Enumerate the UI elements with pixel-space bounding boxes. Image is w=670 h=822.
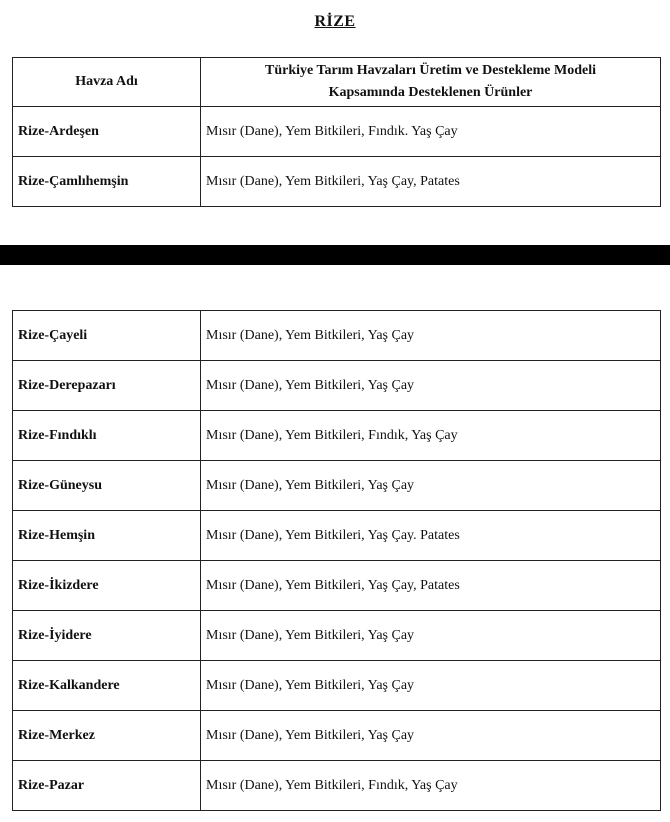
havza-name: Rize-Pazar: [13, 761, 201, 811]
havza-name: Rize-Merkez: [13, 711, 201, 761]
urunler-cell: Mısır (Dane), Yem Bitkileri, Yaş Çay: [201, 361, 661, 411]
table-row: [13, 411, 661, 461]
havza-name: Rize-Derepazarı: [13, 361, 201, 411]
table-row: [13, 711, 661, 761]
urunler-cell: Mısır (Dane), Yem Bitkileri, Yaş Çay: [201, 461, 661, 511]
table-row: [13, 511, 661, 561]
havza-name: Rize-Çamlıhemşin: [13, 157, 201, 207]
urunler-cell: Mısır (Dane), Yem Bitkileri, Yaş Çay. Patates: [201, 511, 661, 561]
urunler-cell: Mısır (Dane), Yem Bitkileri, Yaş Çay: [201, 311, 661, 361]
header-line-1: Türkiye Tarım Havzaları Üretim ve Destekleme Modeli: [264, 63, 596, 78]
table-row: [13, 157, 661, 207]
havza-name: Rize-Ardeşen: [13, 107, 201, 157]
table-row: [13, 311, 661, 361]
header-desteklenen-urunler: [201, 58, 661, 107]
table-header-row: [13, 58, 661, 107]
havza-table-1: [12, 57, 661, 207]
havza-table-2: [12, 310, 661, 811]
page-break-bar: [0, 245, 670, 265]
document-title: RİZE: [314, 13, 356, 30]
havza-name: Rize-Fındıklı: [13, 411, 201, 461]
urunler-cell: Mısır (Dane), Yem Bitkileri, Yaş Çay, Patates: [201, 561, 661, 611]
urunler-cell: Mısır (Dane), Yem Bitkileri, Yaş Çay: [201, 661, 661, 711]
table-row: [13, 461, 661, 511]
urunler-cell: Mısır (Dane), Yem Bitkileri, Yaş Çay: [201, 711, 661, 761]
urunler-cell: Mısır (Dane), Yem Bitkileri, Fındık, Yaş Çay: [201, 411, 661, 461]
table-row: [13, 361, 661, 411]
table-row: [13, 661, 661, 711]
havza-name: Rize-Güneysu: [13, 461, 201, 511]
havza-name: Rize-Çayeli: [13, 311, 201, 361]
urunler-cell: Mısır (Dane), Yem Bitkileri, Fındık, Yaş Çay: [201, 761, 661, 811]
table-row: [13, 761, 661, 811]
havza-name: Rize-Hemşin: [13, 511, 201, 561]
header-line-2: Kapsamında Desteklenen Ürünler: [328, 85, 533, 100]
urunler-cell: Mısır (Dane), Yem Bitkileri, Yaş Çay: [201, 611, 661, 661]
havza-name: Rize-Kalkandere: [13, 661, 201, 711]
header-havza-adi: Havza Adı: [13, 58, 201, 107]
urunler-cell: Mısır (Dane), Yem Bitkileri, Yaş Çay, Patates: [201, 157, 661, 207]
havza-name: Rize-İkizdere: [13, 561, 201, 611]
table-row: [13, 107, 661, 157]
urunler-cell: Mısır (Dane), Yem Bitkileri, Fındık. Yaş Çay: [201, 107, 661, 157]
havza-name: Rize-İyidere: [13, 611, 201, 661]
table-row: [13, 561, 661, 611]
table-row: [13, 611, 661, 661]
